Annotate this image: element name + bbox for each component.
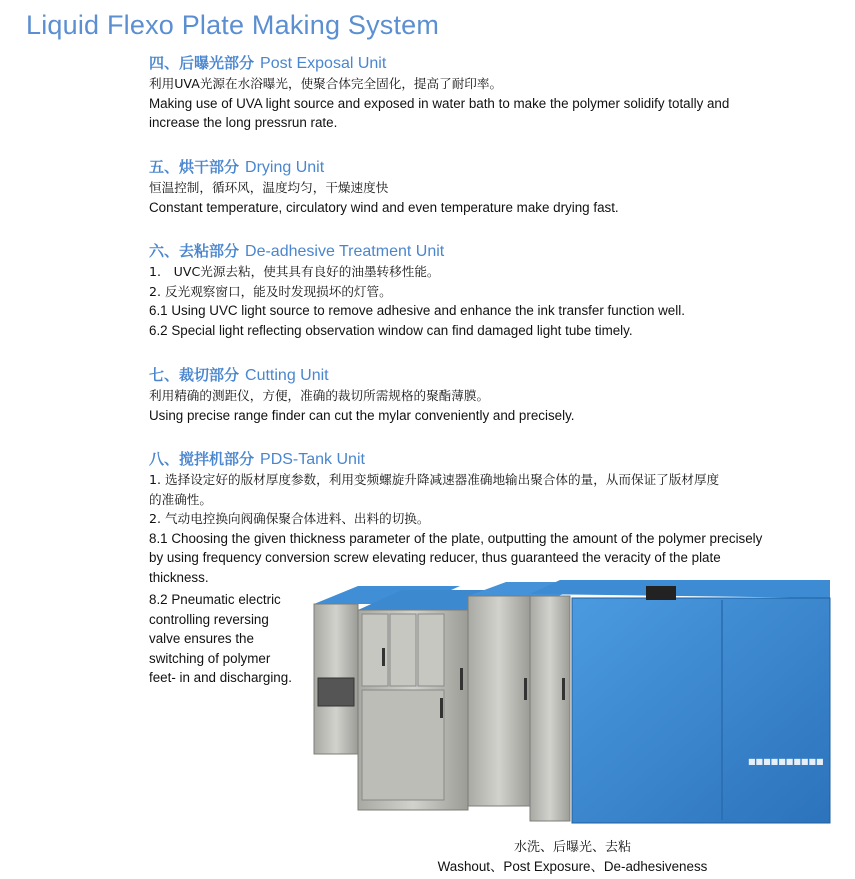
machine-blue-cabinet xyxy=(572,598,830,823)
text-line: switching of polymer xyxy=(149,650,271,666)
machine-door xyxy=(418,614,444,686)
section-de-adhesive xyxy=(149,240,829,340)
text-line: 6.2 Special light reflecting observation window can find damaged light tube timely. xyxy=(149,322,633,338)
section-heading xyxy=(149,448,829,470)
text-line: 2. 气动电控换向阀确保聚合体进料、出料的切换。 xyxy=(149,511,430,527)
text-line: Using precise range finder can cut the mylar conveniently and precisely. xyxy=(149,407,575,423)
heading-cn: 八、搅拌机部分 xyxy=(149,450,255,468)
heading-cn: 四、后曝光部分 xyxy=(149,54,255,72)
text-line: 利用精确的测距仪，方便，准确的裁切所需规格的聚酯薄膜。 xyxy=(149,388,490,403)
heading-en: PDS-Tank Unit xyxy=(260,451,365,468)
heading-en: Cutting Unit xyxy=(245,367,329,384)
heading-en: De-adhesive Treatment Unit xyxy=(245,243,445,260)
text-line: 的准确性。 xyxy=(149,491,212,507)
svg-text:■■■■■■■■■■: ■■■■■■■■■■ xyxy=(748,757,824,766)
machine-panel xyxy=(530,596,570,821)
machine-panel xyxy=(468,596,530,806)
text-line: 2. 反光观察窗口，能及时发现损坏的灯管。 xyxy=(149,283,392,299)
text-line: Constant temperature, circulatory wind and even temperature make drying fast. xyxy=(149,199,619,215)
section-heading xyxy=(149,240,829,262)
text-line: 8.2 Pneumatic electric xyxy=(149,592,281,607)
section-heading xyxy=(149,156,829,178)
text-line: 利用UVA光源在水浴曝光，使聚合体完全固化，提高了耐印率。 xyxy=(149,76,503,91)
text-line: Making use of UVA light source and exposed in water bath to make the polymer solidify totally and xyxy=(149,95,730,111)
text-line: 8.1 Choosing the given thickness parameter of the plate, outputting the amount of the polymer precisely xyxy=(149,530,763,546)
machine-door xyxy=(390,614,416,686)
heading-cn: 六、去粘部分 xyxy=(149,242,240,260)
machine-photo xyxy=(310,578,835,833)
heading-en: Drying Unit xyxy=(245,159,325,176)
heading-en: Post Exposal Unit xyxy=(260,55,387,72)
section-heading xyxy=(149,364,829,386)
text-line: feet- in and discharging. xyxy=(149,670,292,686)
page-title: Liquid Flexo Plate Making System xyxy=(26,10,440,40)
machine-top xyxy=(530,580,830,598)
section-heading xyxy=(149,52,829,74)
caption-cn: 水洗、后曝光、去粘 xyxy=(513,840,631,855)
text-line: 1. UVC光源去粘，使其具有良好的油墨转移性能。 xyxy=(149,264,440,279)
machine-door xyxy=(362,690,444,800)
section-post-exposal xyxy=(149,52,829,133)
machine-control-panel xyxy=(318,678,354,706)
section-pds-tank xyxy=(149,448,829,588)
machine-display xyxy=(646,586,676,600)
text-line: 6.1 Using UVC light source to remove adhesive and enhance the ink transfer function well. xyxy=(149,303,685,319)
text-line: valve ensures the xyxy=(149,631,254,647)
section-cutting xyxy=(149,364,829,425)
caption-en: Washout、Post Exposure、De-adhesiveness xyxy=(437,859,708,874)
pds-wrap-text xyxy=(149,590,314,688)
section-drying xyxy=(149,156,829,217)
text-line: 1. 选择设定好的版材厚度参数，利用变频螺旋升降减速器准确地输出聚合体的量，从而保证了版材厚度 xyxy=(149,472,720,487)
text-line: by using frequency conversion screw elevating reducer, thus guaranteed the veracity of the plate xyxy=(149,550,721,566)
text-line: thickness. xyxy=(149,569,209,585)
text-line: 恒温控制，循环风，温度均匀，干燥速度快 xyxy=(149,180,389,195)
text-line: increase the long pressrun rate. xyxy=(149,115,338,131)
text-line: controlling reversing xyxy=(149,611,269,627)
heading-cn: 五、烘干部分 xyxy=(149,158,240,176)
heading-cn: 七、裁切部分 xyxy=(149,366,240,384)
